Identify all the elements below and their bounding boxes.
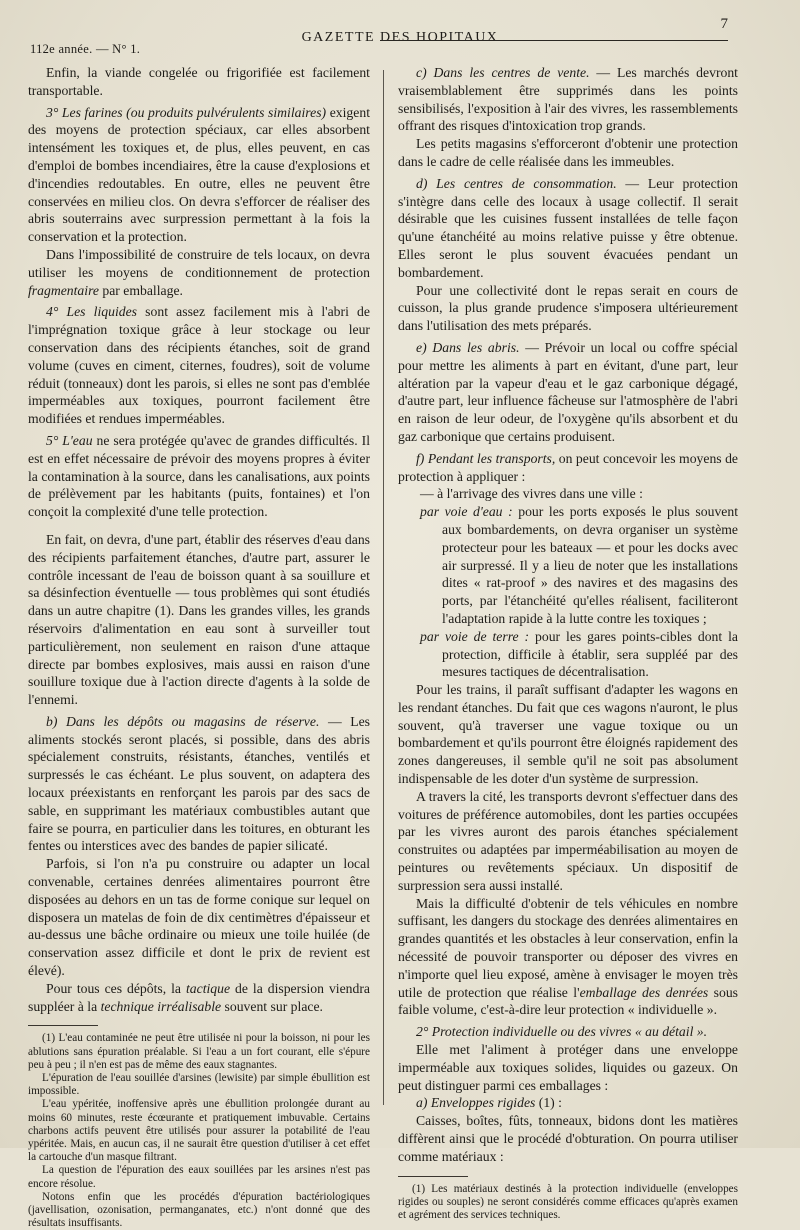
footnote: Notons enfin que les procédés d'épuration bactériologiques (javellisation, ozonisation, permanganates, etc.) n'ont donné que des résultats insuffisants. [28, 1190, 370, 1230]
footnote: L'eau ypéritée, inoffensive après une ébullition prolongée durant au moins 60 minutes, reste écœurante et pratiquement imbuvable. Certains charbons actifs peuvent être utilisés pour assurer la potabilité de l'eau ypéritée. Mais, en aucun cas, il ne saurait être question d'utiliser à cet effet la cartouche d'un masque filtrant. [28, 1098, 370, 1164]
paragraph: Mais la difficulté d'obtenir de tels véhicules en nombre suffisant, les dangers du stockage des denrées alimentaires en grandes quantités et les obstacles à leur conservation, enfin la nécessité de pouvoir transporter ou déposer des vivres en n'importe quel lieu exposé, amène à envisager le moyen très utile de protection que réalise l'emballage des denrées sous faible volume, c'est-à-dire leur protection « individuelle ». [398, 895, 739, 1018]
paragraph: Pour une collectivité dont le repas serait en cours de cuisson, la plus grande prudence s'imposera ultérieurement dans l'utilisation des mets préparés. [398, 282, 738, 334]
paragraph: En fait, on devra, d'une part, établir des réserves d'eau dans des récipients parfaitement étanches, d'autre part, assurer le contrôle incessant de l'eau de boisson quant à sa souillure et sa désinfection éventuelle — tous problèmes qui sont étudiés dans un autre chapitre (1). Dans les grandes villes, les grands réservoirs d'alimentation en eau sont à surveiller tout particulièrement, non seulement en raison d'une attaque directe par bombes explosives, mais aussi en raison d'une souillure toxique due à l'action directe d'agents à la solde de l'ennemi. [28, 531, 370, 708]
footnotes-left [28, 1032, 370, 1230]
list-item: — à l'arrivage des vivres dans une ville : [420, 486, 643, 502]
column-divider [383, 70, 384, 1105]
paragraph: Pour tous ces dépôts, la tactique de la dispersion viendra suppléer à la technique irréalisable souvent sur place. [28, 980, 370, 1014]
paragraph-centres-vente: c) Dans les centres de vente. — Les marchés devront vraisemblablement être supprimés dans les points sensibilisés, l'exposition à l'air des vivres, les rassemblements offrant des risques d'intoxication trop grands. [398, 65, 738, 134]
paragraph: Dans l'impossibilité de construire de tels locaux, on devra utiliser les moyens de conditionnement de protection fragmentaire par emballage. [28, 246, 370, 298]
paragraph-abris: e) Dans les abris. — Prévoir un local ou coffre spécial pour mettre les aliments à part en évitant, d'une part, leur altération par la vapeur d'eau et le gaz carbonique dégagé, d'autre part, leur influence fâcheuse sur l'atmosphère de l'abri en raison de leur odeur, de l'oxygène qu'ils absorbent et du gaz carbonique que certains produisent. [398, 339, 738, 444]
paragraph: Pour les trains, il paraît suffisant d'adapter les wagons en les rendant étanches. Du fait que ces wagons n'auront, le plus souvent, qu'à traverser une vague toxique ou un bombardement et qu'ils pourront être éloignés rapidement des zones dangereuses, il semble qu'il ne soit pas absolument indispensable de les doter d'un système de surpression. [398, 682, 738, 787]
paragraph: Parfois, si l'on n'a pu construire ou adapter un local convenable, certaines denrées alimentaires pourront être disposées au dehors en un tas de forme conique sur lequel on disposera un matelas de foin de dix centimètres d'épaisseur et au-dessus une bâche ordinaire ou mieux une toile huilée (de conservation assez difficile et dont le prix de revient est élevé). [28, 856, 370, 979]
paragraph-enveloppes: a) Enveloppes rigides (1) : [416, 1095, 562, 1111]
paragraph: Enfin, la viande congelée ou frigorifiée est facilement transportable. [28, 65, 370, 98]
footnote: L'épuration de l'eau souillée d'arsines (lewisite) par simple ébullition est impossible. [28, 1072, 370, 1098]
paragraph: Les petits magasins s'efforceront d'obtenir une protection dans le cadre de celle réalisée dans les immeubles. [398, 136, 738, 169]
transport-list [398, 485, 738, 681]
list-item-voie-terre: par voie de terre : pour les gares points-cibles dont la protection, difficile à établir, sera suppléé par des mesures tactiques de décentralisation. [420, 628, 738, 680]
paragraph-depots: b) Dans les dépôts ou magasins de réserve. — Les aliments stockés seront placés, si possible, dans des abris spécialement construits, résistants, étanches, ventilés et surpressés le cas échéant. Le plus souvent, on adaptera des locaux préexistants en renforçant les parois par des sacs de sable, en supprimant les matériaux combustibles autant que faire se pourra, en particulier dans les toitures, en obturant les fentes ou interstices avec des bandes de papier silicaté. [28, 713, 370, 854]
footnote: (1) Les matériaux destinés à la protection individuelle (enveloppes rigides ou souples) ne seront considérés comme efficaces qu'après examen et agrément des services techniques. [398, 1182, 738, 1222]
right-column [398, 64, 738, 1222]
footnote: La question de l'épuration des eaux souillées par les arsines n'est pas encore résolue. [28, 1164, 370, 1190]
page-header [0, 0, 800, 70]
section-heading: 2° Protection individuelle ou des vivres « au détail ». [416, 1024, 708, 1040]
footnote-rule [398, 1176, 468, 1177]
paragraph: Caisses, boîtes, fûts, tonneaux, bidons dont les matières diffèrent ainsi que le procédé d'obturation. On pourra utiliser comme matériaux : [398, 1113, 738, 1164]
footnote: (1) L'eau contaminée ne peut être utilisée ni pour la boisson, ni pour les ablutions sans épuration préalable. Si l'eau a un fort courant, elle s'épure peu à peu ; il n'en est pas de même des eaux stagnantes. [28, 1032, 370, 1071]
paragraph: A travers la cité, les transports devront s'effectuer dans des voitures de préférence automobiles, dont les parties occupées par les vivres auront des parois étanches spécialement construites ou adaptées par imperméabilisation au moyen de peintures ou revêtements spéciaux. Un dispositif de surpression sera aussi installé. [398, 788, 738, 893]
journal-title: GAZETTE DES HOPITAUX [301, 30, 499, 45]
paragraph-farines: 3° Les farines (ou produits pulvérulents similaires) exigent des moyens de protection spéciaux, car elles absorbent intensément les toxiques et, de plus, elles peuvent, en cas d'emploi de bombes incendiaires, être la cause d'explosions et d'incendies redoutables. En outre, elles ne peuvent être conservées en milieu clos. On devra s'efforcer de réaliser des abris souterrains avec surpression permettant à la fois la conservation et la protection. [28, 104, 370, 245]
issue-number: 112e année. — N° 1. [30, 42, 141, 56]
paragraph-centres-consommation: d) Les centres de consommation. — Leur protection s'intègre dans celle des locaux à usage collectif. Il serait désirable que les cuisines fussent installées de telle façon qu'une étanchéité au moins relative puisse y être obtenue. Elles seront le plus souvent évacuées pendant un bombardement. [398, 175, 738, 280]
footnotes-right [398, 1183, 738, 1223]
list-item-voie-eau: par voie d'eau : pour les ports exposés le plus souvent aux bombardements, on devra organiser un système protecteur pour les bateaux — et pour les docks avec air surpressé. Il y a lieu de noter que les installations dites « rat-proof » des navires et des magasins des ports, par l'étanchéité qu'elles réalisent, faciliteront l'adaptation rapide à la lutte contre les toxiques ; [420, 504, 739, 626]
header-rule [380, 40, 728, 41]
paragraph-transports: f) Pendant les transports, on peut concevoir les moyens de protection à appliquer : [398, 450, 739, 484]
footnote-rule [28, 1025, 98, 1026]
paragraph: Elle met l'aliment à protéger dans une enveloppe imperméable aux toxiques solides, liquides ou gazeux. On peut distinguer parmi ces emballages : [398, 1042, 738, 1093]
left-column [28, 64, 370, 1230]
paragraph-liquides: 4° Les liquides sont assez facilement mis à l'abri de l'imprégnation toxique grâce à leur stockage ou leur conservation dans des récipients étanches, soit de grand volume (cuves en ciment, citernes, foudres), soit de volume réduit (tonneaux) dont les parois, si elles ne sont pas d'emblée imperméables aux toxiques, pourront facilement être modifiées et rendues imperméables. [28, 304, 370, 427]
page-number: 7 [720, 16, 728, 32]
paragraph-eau: 5° L'eau ne sera protégée qu'avec de grandes difficultés. Il est en effet nécessaire de prévoir des moyens propres à éviter la contamination à la source, dans les canalisations, aux points de prélèvement par les habitants (puits, fontaines) et l'on conçoit la complexité d'une telle protection. [28, 432, 370, 520]
